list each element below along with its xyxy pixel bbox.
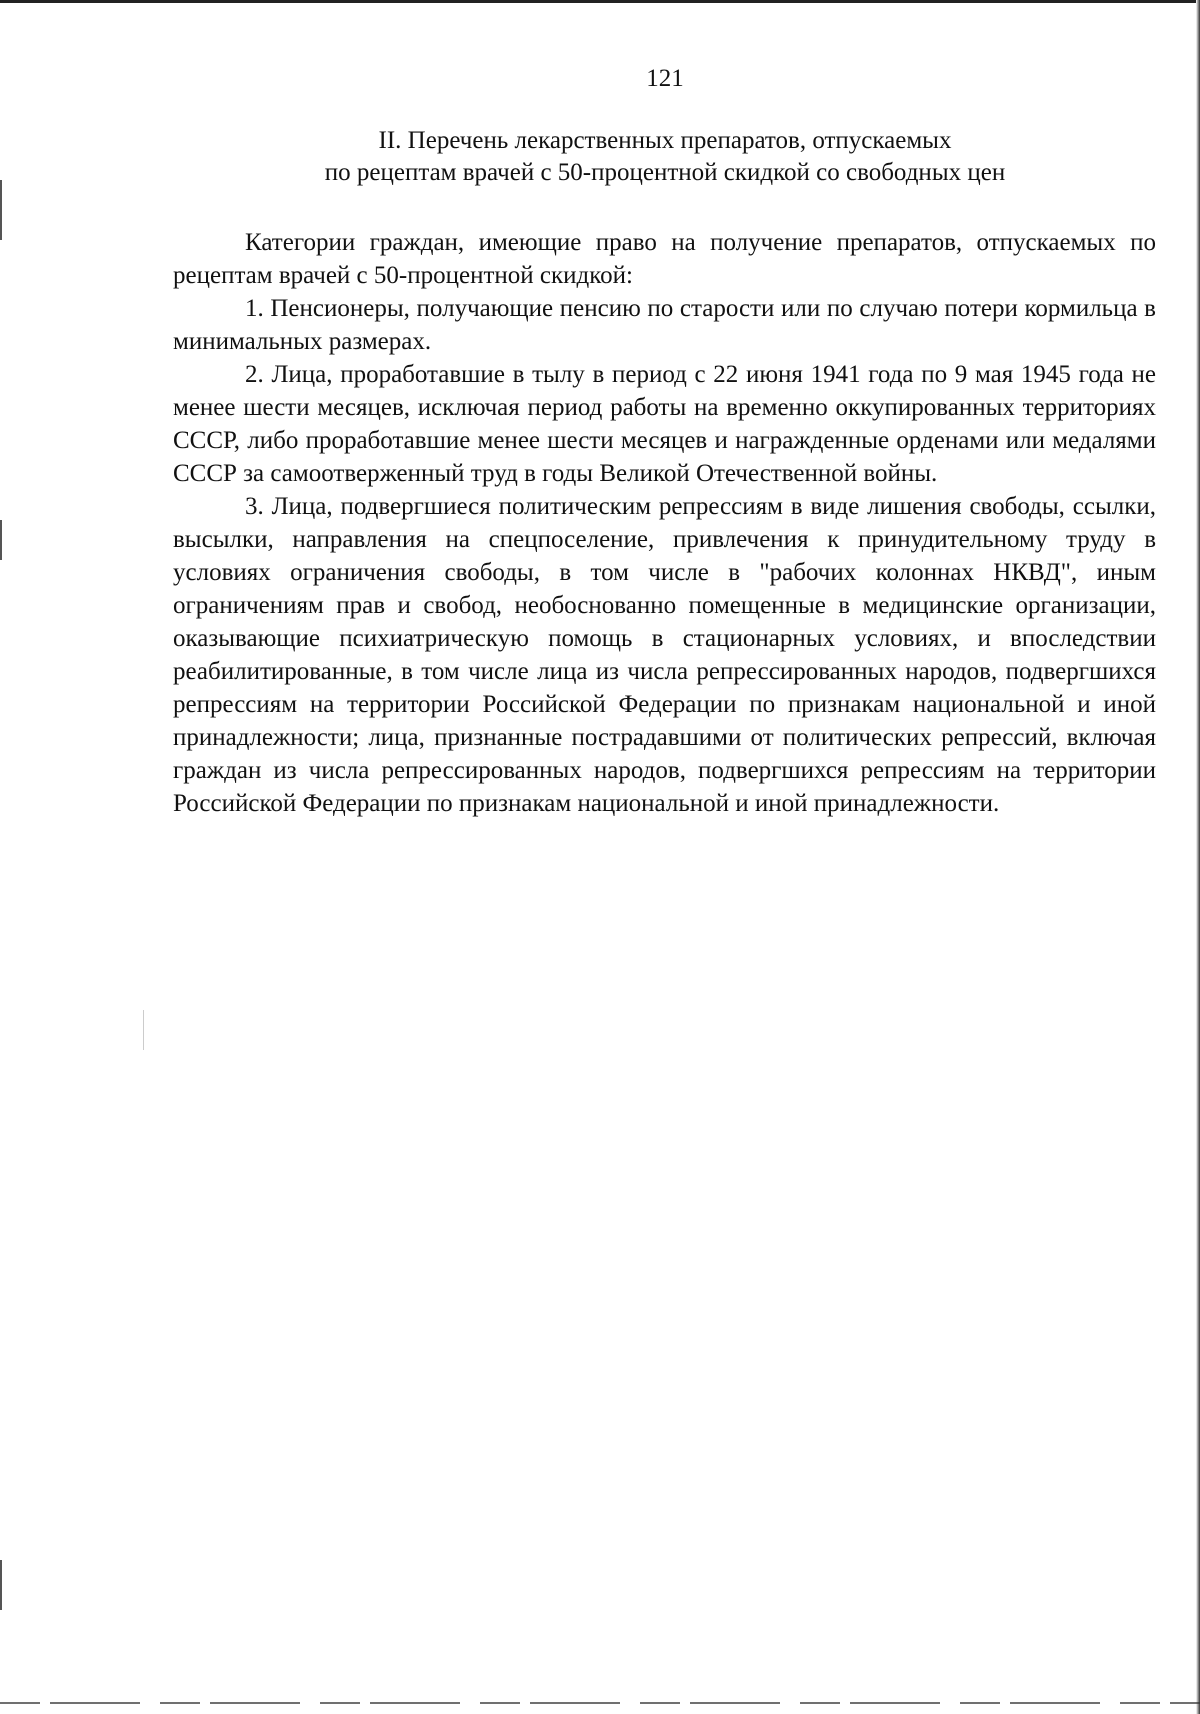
section-title-line-2: по рецептам врачей с 50-процентной скидкой со свободных цен [324, 159, 1006, 186]
list-item-1: 1. Пенсионеры, получающие пенсию по старости или по случаю потери кормильца в минимальных размерах. [173, 295, 1156, 355]
scan-artifact-line [143, 1010, 144, 1050]
page-number: 121 [646, 65, 684, 92]
scan-edge-bottom [0, 1702, 1200, 1704]
scan-edge-left-mark [0, 1560, 2, 1610]
scan-edge-top [0, 0, 1200, 3]
list-item-3: 3. Лица, подвергшиеся политическим репрессиям в виде лишения свободы, ссылки, высылки, направления на спецпоселение, привлечения к принудительному труду в условиях ограничения свободы, в том числе в "рабочих колоннах НКВД", иным ограничениям прав и свобод, необоснованно помещенные в медицинские организации, оказывающие психиатрическую помощь в стационарных условиях, и впоследствии реабилитированные, в том числе лица из числа репрессированных народов, подвергшихся репрессиям на территории Российской Федерации по признакам национальной и иной принадлежности; лица, признанные пострадавшими от политических репрессий, включая граждан из числа репрессированных народов, подвергшихся репрессиям на территории Российской Федерации по признакам национальной и иной принадлежности. [173, 493, 1156, 817]
scan-edge-right [1196, 0, 1200, 1714]
section-title-line-1: II. Перечень лекарственных препаратов, отпускаемых [378, 127, 952, 154]
list-item-2: 2. Лица, проработавшие в тылу в период с 22 июня 1941 года по 9 мая 1945 года не менее шести месяцев, исключая период работы на временно оккупированных территориях СССР, либо проработавшие менее шести месяцев и награжденные орденами или медалями СССР за самоотверженный труд в годы Великой Отечественной войны. [173, 361, 1156, 487]
scan-edge-left-mark [0, 520, 2, 560]
scan-edge-left-mark [0, 180, 2, 240]
intro-paragraph: Категории граждан, имеющие право на получение препаратов, отпускаемых по рецептам врачей с 50-процентной скидкой: [173, 229, 1156, 289]
section-title [240, 125, 1090, 189]
document-body [173, 226, 1156, 820]
